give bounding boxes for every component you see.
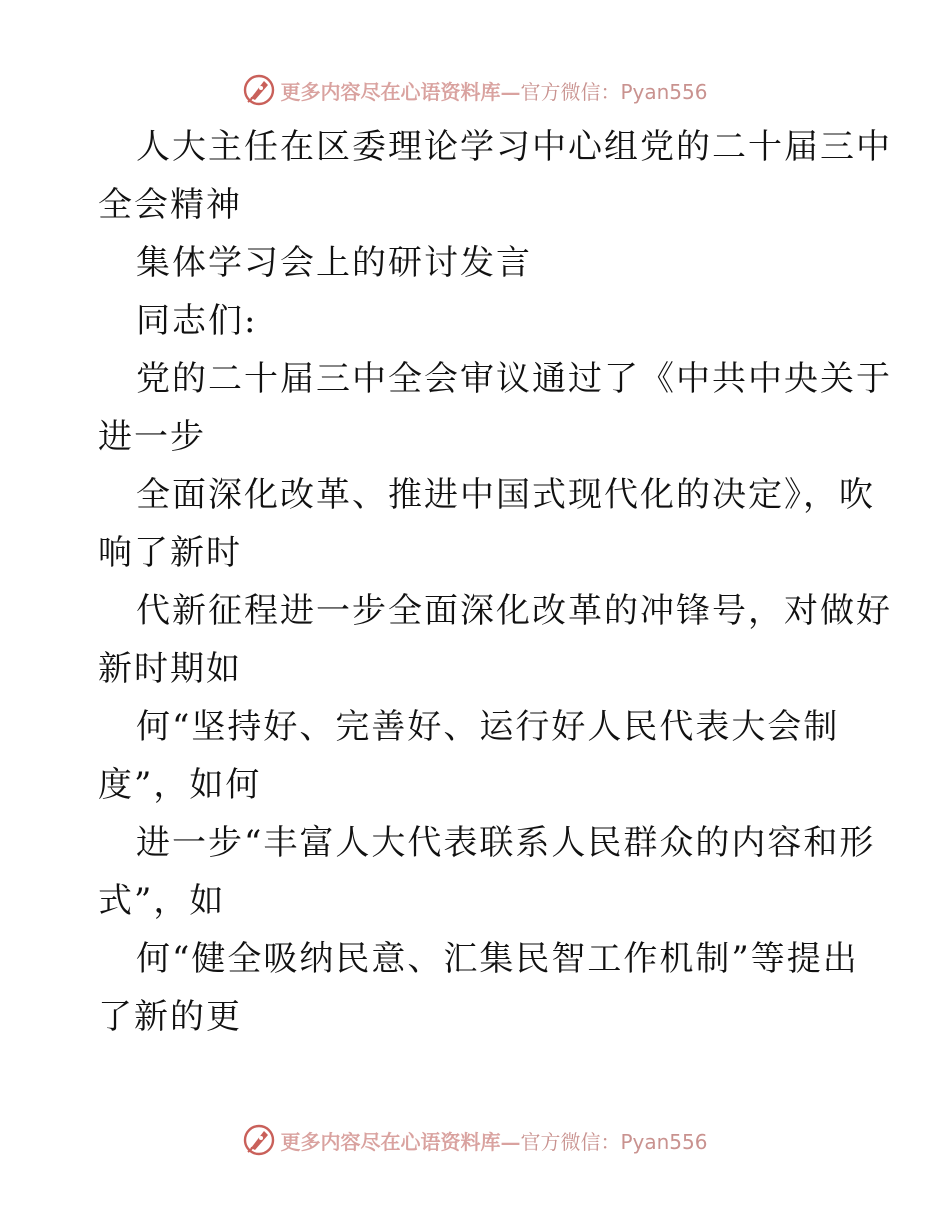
body-line: 进一步 — [98, 417, 206, 457]
footer-brand-text — [280, 1126, 707, 1155]
header-wechat-label: 官方微信：Pyan556 — [520, 79, 708, 104]
body-line: 新时期如 — [98, 649, 242, 689]
pen-nib-logo-icon — [242, 1123, 276, 1157]
header-dash: — — [500, 79, 521, 104]
body-line: 度”，如何 — [98, 765, 262, 805]
body-line: 何“健全吸纳民意、汇集民智工作机制”等提出 — [136, 939, 859, 979]
body-line: 同志们: — [136, 301, 258, 341]
body-line: 党的二十届三中全会审议通过了《中共中央关于 — [136, 359, 892, 399]
footer-dash: — — [500, 1129, 521, 1154]
body-line: 全面深化改革、推进中国式现代化的决定》，吹 — [136, 475, 875, 515]
body-line: 式”，如 — [98, 881, 226, 921]
header-brand-text — [280, 76, 707, 105]
body-line: 响了新时 — [98, 533, 242, 573]
body-line: 了新的更 — [98, 997, 242, 1037]
body-line: 全会精神 — [98, 185, 242, 225]
document-body — [98, 118, 892, 1046]
body-line: 人大主任在区委理论学习中心组党的二十届三中 — [136, 127, 892, 167]
body-line: 代新征程进一步全面深化改革的冲锋号，对做好 — [136, 591, 892, 631]
body-line: 何“坚持好、完善好、运行好人民代表大会制 — [136, 707, 840, 747]
body-line: 集体学习会上的研讨发言 — [136, 243, 532, 283]
footer-brand-label: 更多内容尽在心语资料库 — [280, 1129, 501, 1154]
body-line: 进一步“丰富人大代表联系人民群众的内容和形 — [136, 823, 876, 863]
header-banner — [0, 70, 950, 110]
footer-wechat-label: 官方微信：Pyan556 — [520, 1129, 708, 1154]
footer-banner — [0, 1120, 950, 1160]
header-brand-label: 更多内容尽在心语资料库 — [280, 79, 501, 104]
pen-nib-logo-icon — [242, 73, 276, 107]
